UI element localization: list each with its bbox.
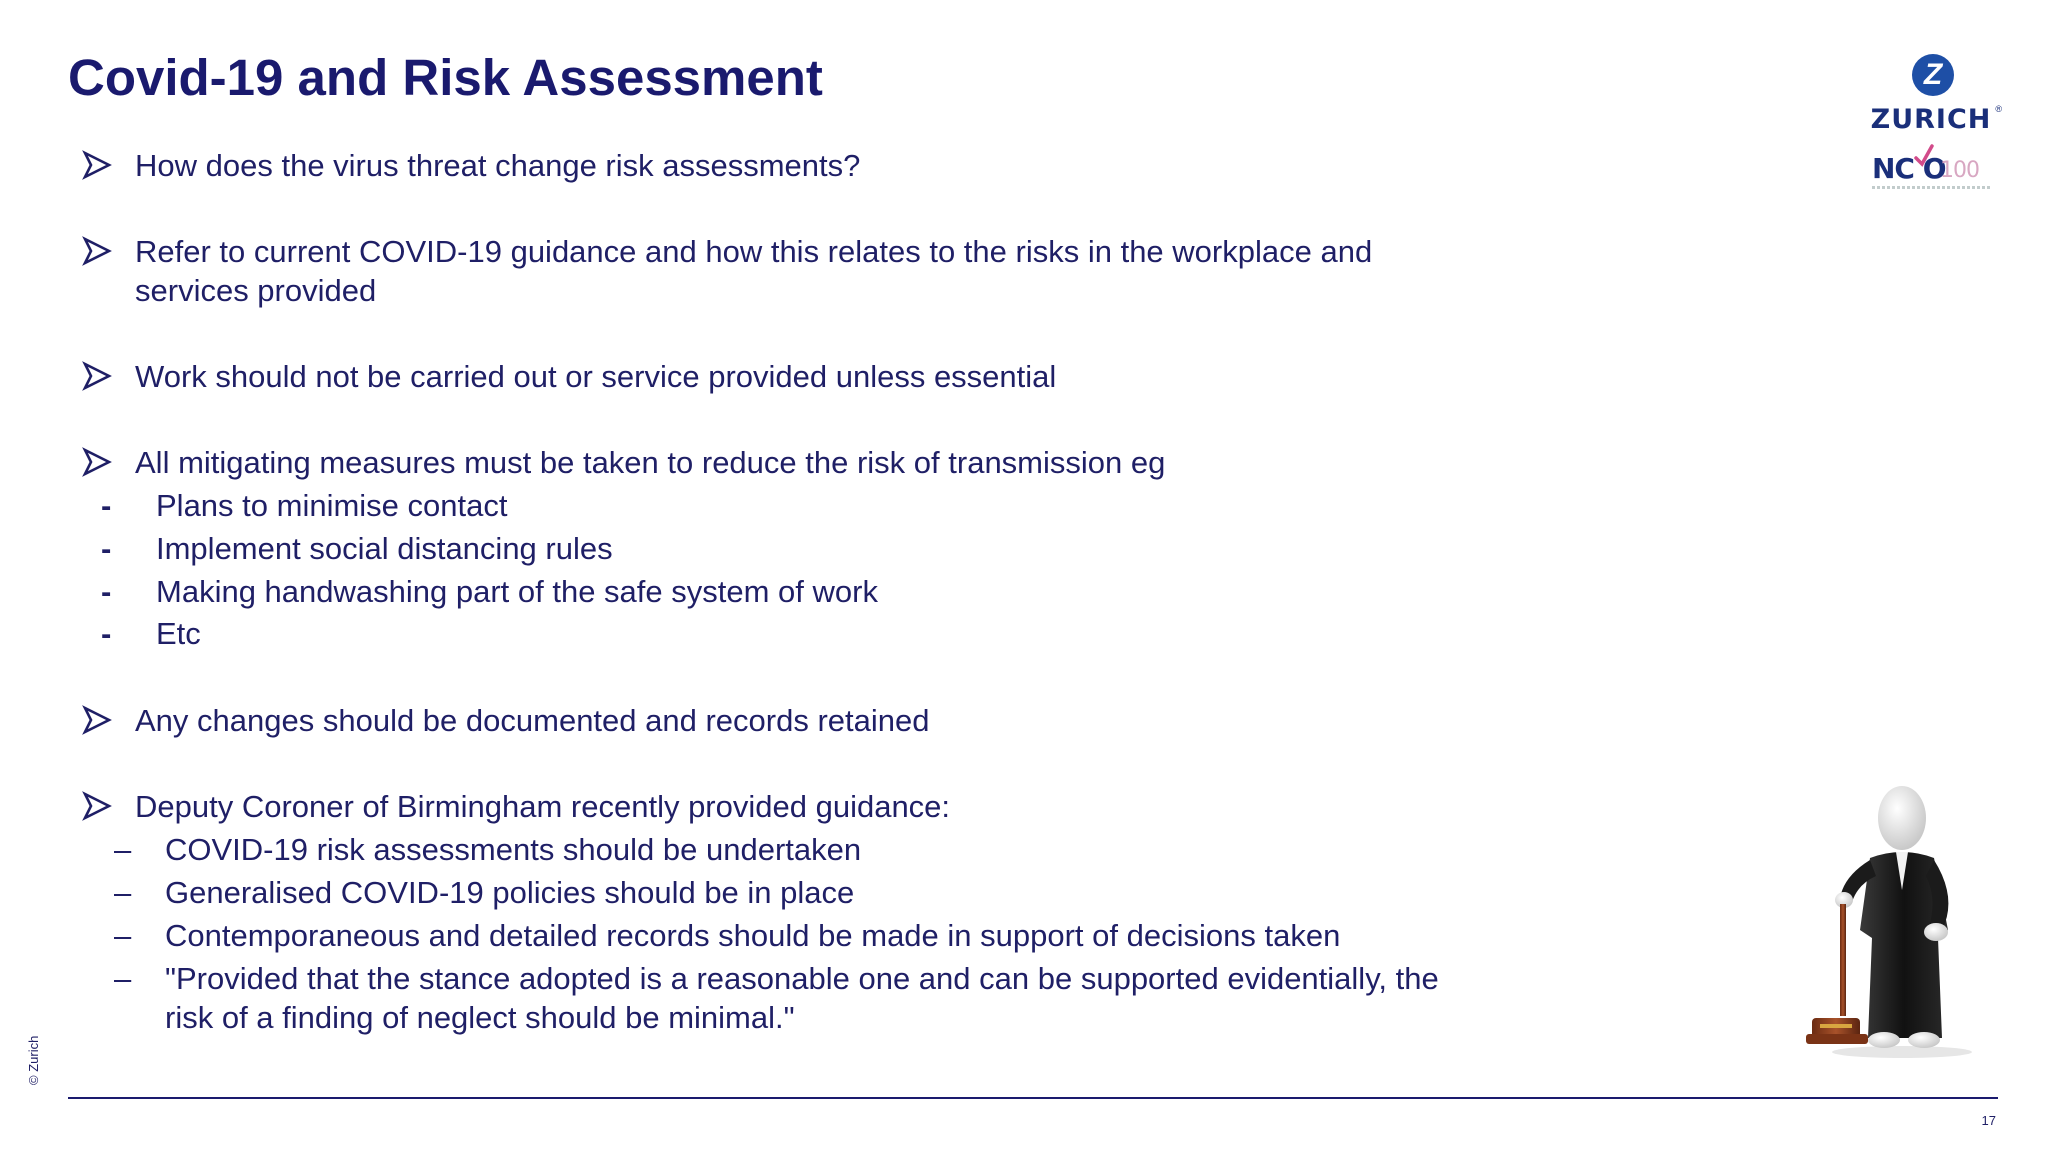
bullet-text-continued: services provided (135, 273, 377, 308)
sub-bullet-text: COVID-19 risk assessments should be undertaken (165, 832, 862, 867)
arrow-bullet-icon (82, 150, 112, 180)
sub-bullet-text: "Provided that the stance adopted is a reasonable one and can be supported evidentially, the (165, 961, 1439, 996)
sub-bullet-marker: - (101, 531, 112, 566)
bullet-text: How does the virus threat change risk assessments? (135, 148, 861, 183)
bullet-text: All mitigating measures must be taken to reduce the risk of transmission eg (135, 445, 1166, 480)
page-number: 17 (1981, 1113, 1996, 1128)
sub-bullet-marker: – (114, 875, 132, 910)
sub-bullet-marker: – (114, 832, 132, 867)
sub-bullet-text: Contemporaneous and detailed records should be made in support of decisions taken (165, 918, 1341, 953)
sub-bullet-text-continued: risk of a finding of neglect should be minimal." (165, 1000, 795, 1035)
registered-mark: ® (1995, 104, 2002, 114)
bullet-text: Work should not be carried out or service provided unless essential (135, 359, 1057, 394)
arrow-bullet-icon (82, 705, 112, 735)
sub-bullet-marker: - (101, 616, 112, 651)
footer-divider (68, 1097, 1998, 1099)
arrow-bullet-icon (82, 791, 112, 821)
arrow-bullet-icon (82, 361, 112, 391)
zurich-mark-icon: Z (1912, 54, 1954, 96)
sub-bullet-text: Implement social distancing rules (156, 531, 613, 566)
sub-bullet-text: Etc (156, 616, 201, 651)
sub-bullet-marker: – (114, 961, 132, 996)
bullet-text: Refer to current COVID-19 guidance and how this relates to the risks in the workplace and (135, 234, 1373, 269)
sub-bullet-marker: - (101, 488, 112, 523)
ncvo-100-mark: 100 (1940, 158, 1979, 183)
slide-title: Covid-19 and Risk Assessment (68, 49, 823, 106)
zurich-wordmark: ZURICH (1870, 104, 1992, 135)
sub-bullet-marker: – (114, 918, 132, 953)
bullet-text: Deputy Coroner of Birmingham recently provided guidance: (135, 789, 951, 824)
copyright-text: © Zurich (26, 1035, 41, 1085)
sub-bullet-text: Making handwashing part of the safe system of work (156, 574, 878, 609)
bullet-text: Any changes should be documented and records retained (135, 703, 930, 738)
sub-bullet-marker: - (101, 574, 112, 609)
zurich-ncvo-logo (1866, 54, 2002, 194)
sub-bullet-text: Generalised COVID-19 policies should be in place (165, 875, 855, 910)
ncvo-wordmark: NC O (1872, 152, 1946, 185)
arrow-bullet-icon (82, 236, 112, 266)
sub-bullet-text: Plans to minimise contact (156, 488, 508, 523)
arrow-bullet-icon (82, 447, 112, 477)
judge-figure-illustration (1792, 780, 1972, 1060)
ncvo-tagline-decoration (1872, 186, 1992, 189)
ncvo-tick-icon (1914, 144, 1934, 168)
